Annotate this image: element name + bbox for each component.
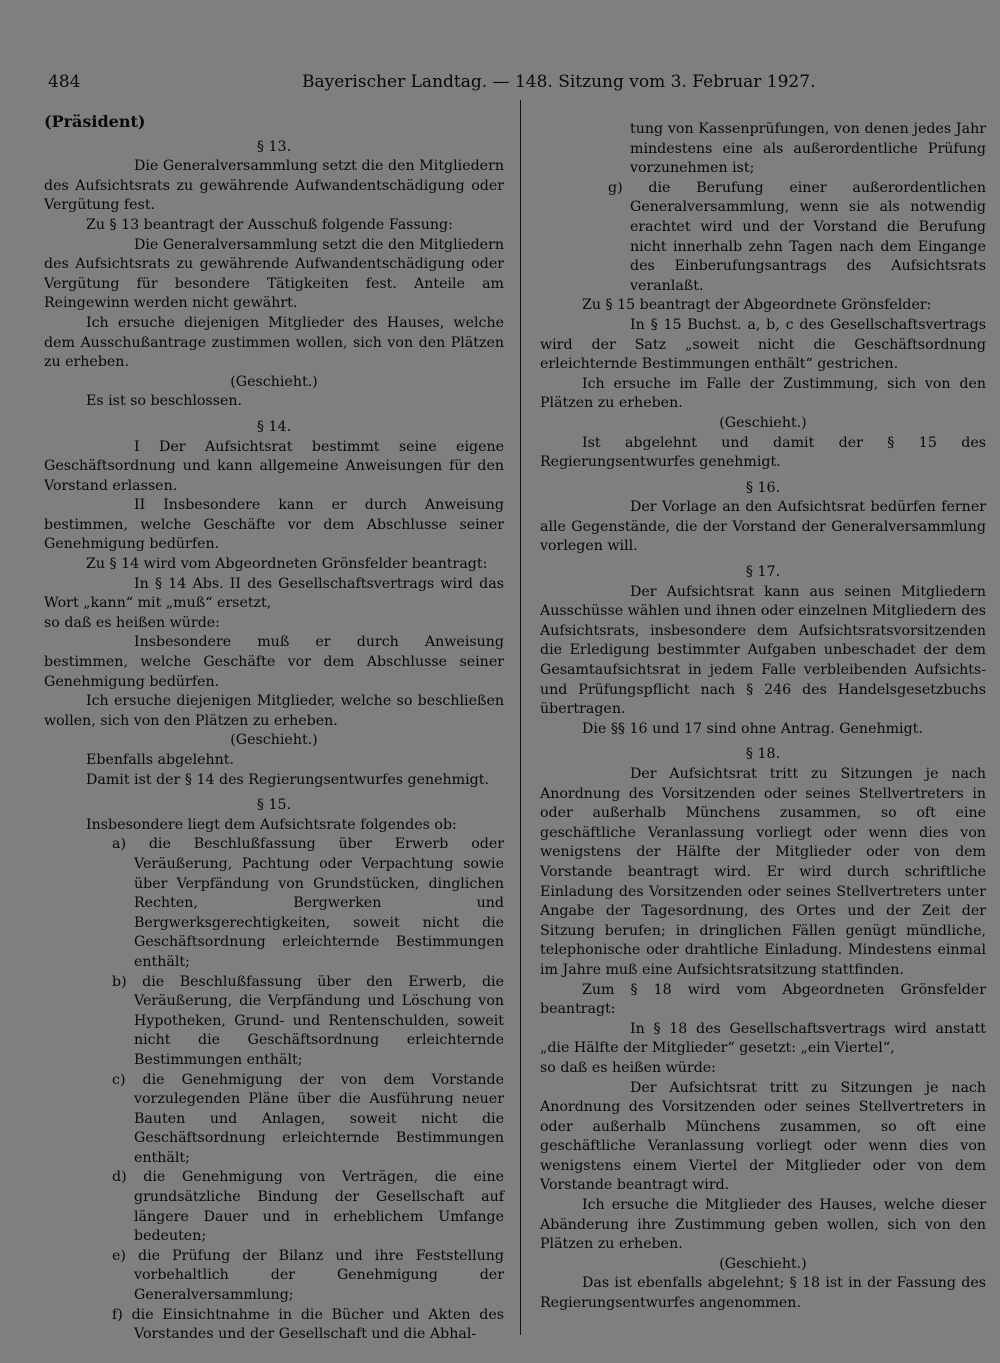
paragraph: Der Aufsichtsrat kann aus seinen Mitgliedern Ausschüsse wählen und ihnen oder einzelnen Mitgliedern des Aufsichtsrats, insbesondere dem Aufsichtsratsvorsitzenden die Erledigung bestimmter Aufgaben unbeschadet der dem Gesamtaufsichtsrat in jedem Falle verbleibenden Aufsichts- und Prüfungspflicht nach § 246 des Handelsgesetzbuchs übertragen. (540, 583, 986, 718)
motion-intro: Zu § 15 beantragt der Abgeordnete Grönsfelder: (582, 297, 932, 314)
paragraph: Der Vorlage an den Aufsichtsrat bedürfen ferner alle Gegenstände, die der Vorstand der Generalversammlung vorlegen will. (540, 499, 986, 555)
paragraph: Die §§ 16 und 17 sind ohne Antrag. Genehmigt. (582, 720, 923, 737)
section-heading: § 18. (745, 746, 781, 763)
paragraph: Ich ersuche im Falle der Zustimmung, sich von den Plätzen zu erheben. (540, 375, 986, 412)
list-item: c) die Genehmigung der von dem Vorstande vorzulegenden Pläne über die Ausführung neuer Bauten und Anlagen, soweit nicht die Geschäftsordnung erleichternde Bestimmungen enthält; (112, 1071, 504, 1166)
paragraph: Insbesondere liegt dem Aufsichtsrate folgendes ob: (86, 816, 457, 833)
quoted-text: Insbesondere muß er durch Anweisung bestimmen, welche Geschäfte vor dem Abschlusse seiner Genehmigung bedürfen. (44, 634, 504, 690)
stage-direction: (Geschieht.) (230, 732, 318, 749)
right-column (540, 120, 986, 1314)
page-header (40, 72, 990, 98)
paragraph: Ich ersuche diejenigen Mitglieder, welche so beschließen wollen, sich von den Plätzen zu erheben. (44, 693, 504, 729)
section-heading: § 16. (745, 479, 781, 496)
motion-intro: Zu § 14 wird vom Abgeordneten Grönsfelder beantragt: (86, 556, 488, 573)
section-heading: § 15. (256, 797, 292, 814)
paragraph: Die Generalversammlung setzt die den Mitgliedern des Aufsichtsrats zu gewährende Aufwandentschädigung oder Vergütung fest. (44, 158, 504, 214)
motion-intro: Zu § 13 beantragt der Ausschuß folgende Fassung: (86, 216, 453, 233)
speaker-label: (Präsident) (44, 112, 146, 131)
paragraph: Das ist ebenfalls abgelehnt; § 18 ist in der Fassung des Regierungsentwurfes angenommen. (540, 1275, 986, 1312)
section-heading: § 14. (256, 418, 292, 435)
list-item: f) die Einsichtnahme in die Bücher und Akten des Vorstandes und der Gesellschaft und die Abhal- (112, 1306, 504, 1343)
page-number: 484 (48, 72, 81, 92)
section-heading: § 13. (256, 138, 292, 155)
quoted-text: In § 15 Buchst. a, b, c des Gesellschaftsvertrags wird der Satz „soweit nicht die Geschäftsordnung erleichternde Bestimmungen enthält“ gestrichen. (540, 316, 986, 373)
quoted-text: Der Aufsichtsrat tritt zu Sitzungen je nach Anordnung des Vorsitzenden oder seines Stellvertreters in oder außerhalb Münchens zusammen, so oft eine geschäftliche Veranlassung vorliegt oder wenn dies von wenigstens einem Viertel der Mitglieder oder von dem Vorstande beantragt wird. (540, 1079, 986, 1194)
list-item-continuation: tung von Kassenprüfungen, von denen jedes Jahr mindestens eine als außerordentliche Prüfung vorzunehmen ist; (630, 121, 986, 177)
column-divider (520, 100, 521, 1335)
quoted-text: In § 14 Abs. II des Gesellschaftsvertrags wird das Wort „kann“ mit „muß“ ersetzt, (44, 575, 504, 612)
quoted-text: In § 18 des Gesellschaftsvertrags wird anstatt „die Hälfte der Mitglieder“ gesetzt: „ein Viertel“, (540, 1020, 986, 1057)
quoted-text: Die Generalversammlung setzt die den Mitgliedern des Aufsichtsrats zu gewährende Aufwandentschädigung oder Vergütung für besondere Tätigkeiten fest. Anteile am Reingewinn werden nicht gewährt. (44, 236, 504, 312)
list-item: g) die Berufung einer außerordentlichen Generalversammlung, wenn sie als notwendig erachtet wird und der Vorstand die Berufung nicht innerhalb zehn Tagen nach dem Eingange des Einberufungsantrags des Aufsichtsrats veranlaßt. (608, 179, 986, 294)
paragraph: Es ist so beschlossen. (86, 393, 243, 410)
paragraph: Ebenfalls abgelehnt. (86, 752, 234, 768)
section-heading: § 17. (745, 564, 781, 581)
paragraph: so daß es heißen würde: (540, 1059, 716, 1076)
left-column (44, 112, 504, 1345)
paragraph: Ich ersuche diejenigen Mitglieder des Hauses, welche dem Ausschußantrage zustimmen wollen, sich von den Plätzen zu erheben. (44, 314, 504, 371)
paragraph: I Der Aufsichtsrat bestimmt seine eigene Geschäftsordnung und kann allgemeine Anweisungen für den Vorstand erlassen. (44, 438, 504, 494)
list-item: b) die Beschlußfassung über den Erwerb, die Veräußerung, die Verpfändung und Löschung von Hypotheken, Grund- und Rentenschulden, soweit nicht die Geschäftsordnung erleichternde Bestimmungen enthält; (112, 973, 504, 1068)
paragraph: so daß es heißen würde: (44, 614, 220, 631)
list-item: e) die Prüfung der Bilanz und ihre Feststellung vorbehaltlich der Genehmigung der Generalversammlung; (112, 1247, 504, 1304)
list-item: a) die Beschlußfassung über Erwerb oder Veräußerung, Pachtung oder Verpachtung sowie über Verpfändung von Grundstücken, dinglichen Rechten, Bergwerken und Bergwerksgerechtigkeiten, soweit nicht die Geschäftsordnung erleichternde Bestimmungen enthält; (112, 836, 504, 970)
running-title: Bayerischer Landtag. — 148. Sitzung vom 3. Februar 1927. (302, 72, 816, 92)
paragraph: Der Aufsichtsrat tritt zu Sitzungen je nach Anordnung des Vorsitzenden oder seines Stellvertreters in oder außerhalb Münchens zusammen, so oft eine geschäftliche Veranlassung vorliegt oder wenn dies von wenigstens der Hälfte der Mitglieder oder von dem Vorstande beantragt wird. Er wird durch schriftliche Einladung des Vorsitzenden oder seines Stellvertreters unter Angabe der Tagesordnung, des Ortes und der Zeit der Sitzung berufen; in dringlichen Fällen genügt mündliche, telephonische oder drahtliche Einladung. Mindestens einmal im Jahre muß eine Aufsichtsratsitzung stattfinden. (540, 766, 986, 978)
list-item: d) die Genehmigung von Verträgen, die eine grundsätzliche Bindung der Gesellschaft auf längere Dauer und in erheblichem Umfange bedeuten; (112, 1169, 504, 1245)
paragraph: Ist abgelehnt und damit der § 15 des Regierungsentwurfes genehmigt. (540, 434, 986, 471)
stage-direction: (Geschieht.) (719, 414, 807, 431)
paragraph: Ich ersuche die Mitglieder des Hauses, welche dieser Abänderung ihre Zustimmung geben wollen, sich von den Plätzen zu erheben. (540, 1197, 986, 1253)
stage-direction: (Geschieht.) (230, 373, 318, 390)
stage-direction: (Geschieht.) (719, 1255, 807, 1272)
motion-intro: Zum § 18 wird vom Abgeordneten Grönsfelder beantragt: (540, 981, 986, 1018)
paragraph: II Insbesondere kann er durch Anweisung bestimmen, welche Geschäfte vor dem Abschlusse seiner Genehmigung bedürfen. (44, 497, 504, 553)
paragraph: Damit ist der § 14 des Regierungsentwurfes genehmigt. (86, 771, 489, 788)
